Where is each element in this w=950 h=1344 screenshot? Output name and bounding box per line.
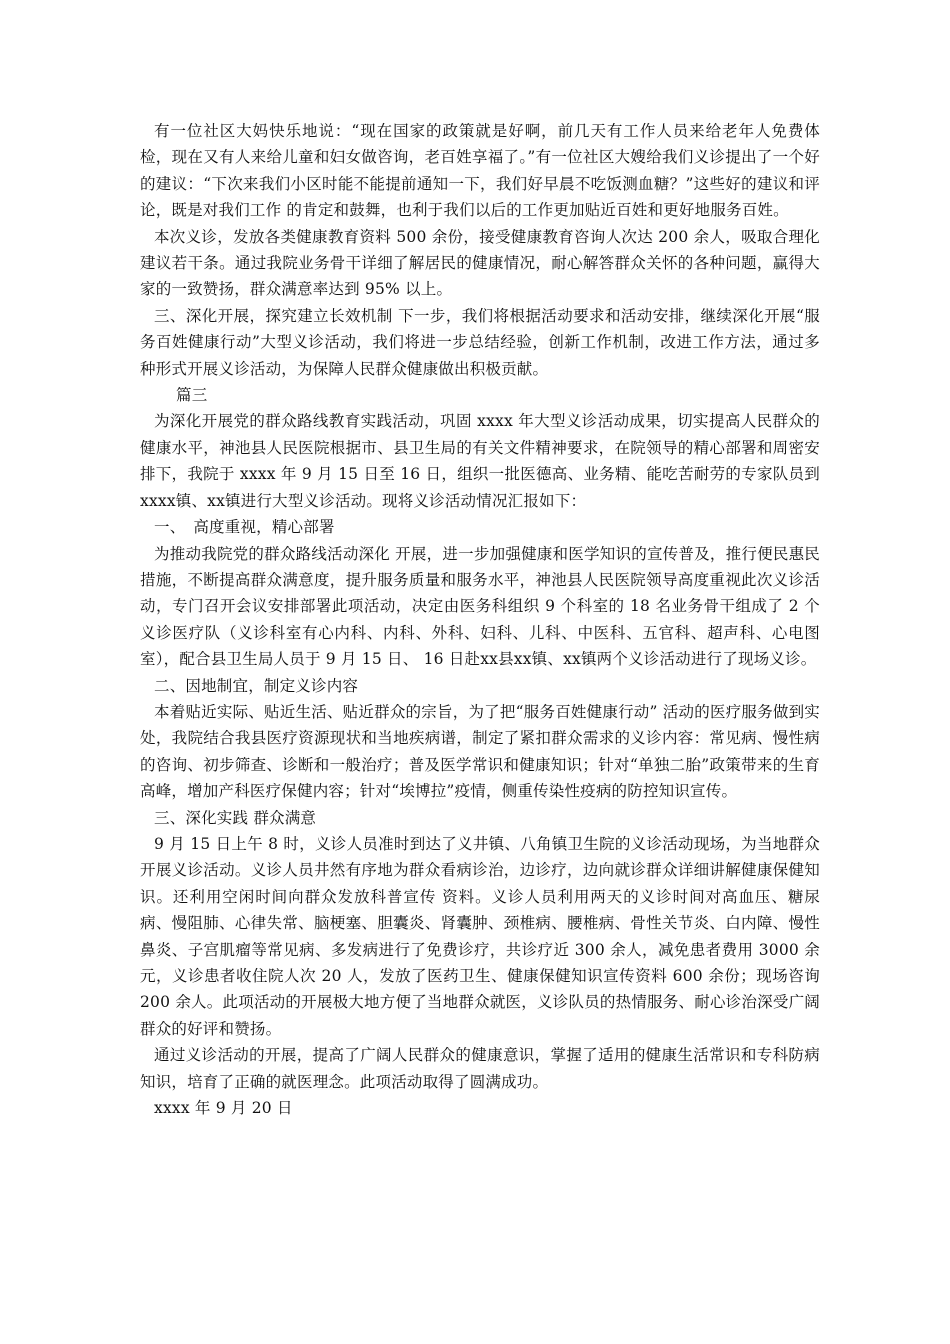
section-title-part-three: 篇三 bbox=[176, 386, 208, 405]
heading-one: 一、 高度重视，精心部署 bbox=[154, 518, 335, 537]
paragraph-organization: 为推动我院党的群众路线活动深化 开展，进一步加强健康和医学知识的宣传普及，推行便民惠民措施，不断提高群众满意度，提升服务质量和服务水平，神池县人民医院领导高度重视此次义诊活动，专门召开会议安排部署此项活动，决定由医务科组织 9 个科室的 18 名业务骨干组成了 2 个义诊医疗队（义诊科室有心内科、内科、外科、妇科、儿科、中医科、五官科、超声科、心电图室），配合县卫生局人员于 9 月 15 日、 16 日赴xx县xx镇、xx镇两个义诊活动进行了现场义诊。 bbox=[140, 544, 820, 669]
paragraph-long-term-mechanism: 三、深化开展，探究建立长效机制 下一步，我们将根据活动要求和活动安排，继续深化开展“服务百姓健康行动”大型义诊活动，我们将进一步总结经验，创新工作机制，改进工作方法，通过多种形式开展义诊活动，为保障人民群众健康做出积极贡献。 bbox=[140, 306, 820, 378]
paragraph-practice: 9 月 15 日上午 8 时，义诊人员准时到达了义井镇、八角镇卫生院的义诊活动现场，为当地群众开展义诊活动。义诊人员井然有序地为群众看病诊治，边诊疗，边向就诊群众详细讲解健康保健知识。还利用空闲时间向群众发放科普宣传 资料。义诊人员利用两天的义诊时间对高血压、糖尿病、慢阻肺、心律失常、脑梗塞、胆囊炎、肾囊肿、颈椎病、腰椎病、骨性关节炎、白内障、慢性鼻炎、子宫肌瘤等常见病、多发病进行了免费诊疗，共诊疗近 300 余人，减免患者费用 3000 余元，义诊患者收住院人次 20 人，发放了医药卫生、健康保健知识宣传资料 600 余份；现场咨询 200 余人。此项活动的开展极大地方便了当地群众就医，义诊队员的热情服务、耐心诊治深受广阔群众的好评和赞扬。 bbox=[140, 834, 820, 1038]
paragraph-conclusion: 通过义诊活动的开展，提高了广阔人民群众的健康意识，掌握了适用的健康生活常识和专科防病知识，培育了正确的就医理念。此项活动取得了圆满成功。 bbox=[140, 1046, 820, 1091]
paragraph-introduction: 为深化开展党的群众路线教育实践活动，巩固 xxxx 年大型义诊活动成果，切实提高人民群众的健康水平，神池县人民医院根据市、县卫生局的有关文件精神要求，在院领导的精心部署和周密安排下，我院于 xxxx 年 9 月 15 日至 16 日，组织一批医德高、业务精、能吃苦耐劳的专家队员到xxxx镇、xx镇进行大型义诊活动。现将义诊活动情况汇报如下： bbox=[140, 412, 820, 510]
paragraph-community-feedback: 有一位社区大妈快乐地说：“现在国家的政策就是好啊，前几天有工作人员来给老年人免费体检，现在又有人来给儿童和妇女做咨询，老百姓享福了。”有一位社区大嫂给我们义诊提出了一个好的建议：“下次来我们小区时能不能提前通知一下，我们好早晨不吃饭测血糖？”这些好的建议和评论，既是对我们工作 的肯定和鼓舞，也利于我们以后的工作更加贴近百姓和更好地服务百姓。 bbox=[140, 122, 820, 220]
document-body bbox=[140, 118, 820, 1121]
heading-two: 二、因地制宜，制定义诊内容 bbox=[154, 676, 359, 695]
heading-three: 三、深化实践 群众满意 bbox=[154, 808, 317, 827]
paragraph-clinic-results: 本次义诊，发放各类健康教育资料 500 余份，接受健康教育咨询人次达 200 余人，吸取合理化建议若干条。通过我院业务骨干详细了解居民的健康情况，耐心解答群众关怀的各种问题，赢得大家的一致赞扬，群众满意率达到 95% 以上。 bbox=[140, 227, 820, 299]
paragraph-clinic-content: 本着贴近实际、贴近生活、贴近群众的宗旨，为了把“服务百姓健康行动” 活动的医疗服务做到实处，我院结合我县医疗资源现状和当地疾病谱，制定了紧扣群众需求的义诊内容：常见病、慢性病的咨询、初步筛查、诊断和一般治疗；普及医学常识和健康知识；针对“单独二胎”政策带来的生育高峰，增加产科医疗保健内容；针对“埃博拉”疫情，侧重传染性疫病的防控知识宣传。 bbox=[140, 702, 820, 801]
document-date: xxxx 年 9 月 20 日 bbox=[154, 1099, 293, 1118]
